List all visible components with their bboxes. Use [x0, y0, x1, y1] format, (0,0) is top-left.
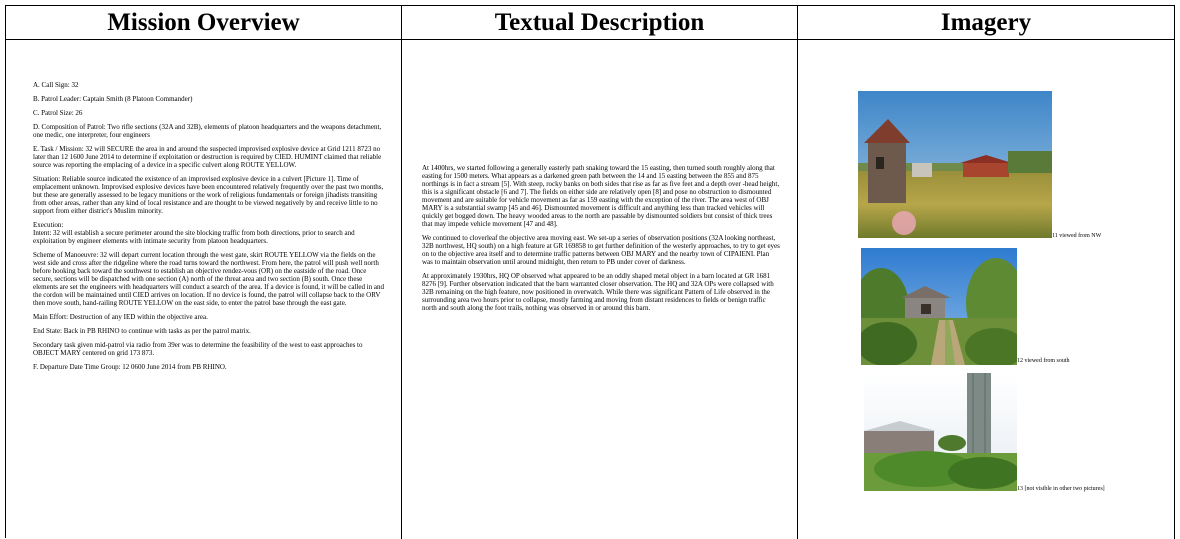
- photo-farm-from-nw-image: [858, 91, 1052, 238]
- photo-farm-from-nw: [858, 91, 1052, 238]
- photo-barn-silo: [864, 373, 1017, 491]
- imagery-header: Imagery: [798, 6, 1174, 40]
- textual-description-header: Textual Description: [402, 6, 797, 40]
- photo-barn-from-south: [861, 248, 1017, 365]
- secondary-task-paragraph: Secondary task given mid-patrol via radio from 39er was to determine the feasibility of the west to east approaches to OBJECT MARY centered on grid 173 873.: [33, 341, 363, 357]
- main-effort-paragraph: Main Effort: Destruction of any IED within the objective area.: [33, 313, 208, 321]
- textual-description-column: [402, 6, 798, 539]
- photo-barn-silo-caption: 13 [not visible in other two pictures]: [1017, 486, 1105, 492]
- mission-table: [5, 5, 1175, 538]
- cloverleaf-paragraph: We continued to cloverleaf the objective area moving east. We set-up a series of observation positions (32A looking northeast, 32B northwest, HQ south) on a high feature at GR 169858 to get further definition of the westerly approaches, to try to get eyes on to the objective area itself and to determine traffic patterns between OBJ MARY and the nearby town of CIPAIENI. Plan was to maintain observation until around midnight, then return to PB under cover of darkness.: [422, 234, 780, 266]
- mission-overview-text: [33, 81, 387, 377]
- call-sign-line: A. Call Sign: 32: [33, 81, 79, 89]
- scheme-of-manoeuvre-paragraph: Scheme of Manoeuvre: 32 will depart current location through the west gate, skirt ROUTE YELLOW via the fields on the west side and cross after the ridgeline where the road turns toward the northwest. From here, the patrol will push well north before hooking back toward the southwest to establish an objective rendez-vous (OR) on the eastside of the road. Once secure, sections will be dispatched with one section (A) north of the threat area and two section (B) south. Once these elements are set the engineers with headquarters will conduct a search of the area. If a device is found, it will be called in and the cordon will be maintained until CIED arrives on location. If no device is found, the patrol will collapse back to the ORV then move south, hand-railing ROUTE YELLOW on the east side, to enter the patrol base through the east gate.: [33, 251, 385, 307]
- photo-barn-silo-image: [864, 373, 1017, 491]
- barn-observation-paragraph: At approximately 1930hrs, HQ OP observed what appeared to be an oddly shaped metal object in a barn located at GR 1681 8276 [9]. Further observation indicated that the barn warranted closer observation. The HQ and 32A OPs were collapsed with 32B remaining on the high feature, now positioned in overwatch. While there was significant Pattern of Life observed in the surrounding area two hours prior to collapse, mostly farming and moving from distant residences to fields or benign traffic north and south along the foot trails, nothing was observed in or around this barn.: [422, 272, 774, 312]
- patrol-size-line: C. Patrol Size: 26: [33, 109, 83, 117]
- mission-overview-header: Mission Overview: [6, 6, 401, 40]
- mission-overview-column: [6, 6, 402, 539]
- departure-dtg-line: F. Departure Date Time Group: 12 0600 June 2014 from PB RHINO.: [33, 363, 227, 371]
- photo-barn-from-south-caption: 12 viewed from south: [1017, 358, 1070, 364]
- execution-paragraph: Execution: Intent: 32 will establish a secure perimeter around the site blocking traffic from both directions, prior to search and exploitation by engineer elements with intimate security from platoon headquarters.: [33, 221, 355, 245]
- photo-barn-from-south-image: [861, 248, 1017, 365]
- end-state-paragraph: End State: Back in PB RHINO to continue with tasks as per the patrol matrix.: [33, 327, 251, 335]
- composition-paragraph: D. Composition of Patrol: Two rifle sections (32A and 32B), elements of platoon headquarters and the weapons detachment, one medic, one interpreter, four engineers: [33, 123, 382, 139]
- situation-paragraph: Situation: Reliable source indicated the existence of an improvised explosive device in a culvert [Picture 1]. Time of emplacement unknown. Improvised explosive devices have been encountered relatively frequently over the past two months, but these are generally assessed to be legacy munitions or the work of religious fundamentals or foreign jihadists transiting from other areas, rather than any kind of local resistance and are thought to be viewed negatively by and receive little to no support from either district's Muslim minority.: [33, 175, 384, 215]
- route-description-paragraph: At 1400hrs, we started following a generally easterly path snaking toward the 15 easting, then turned south roughly along that easting for 1500 meters. What appears as a darkened green path between the 14 and 15 easting between the 855 and 875 northings is in fact a stream [5]. With steep, rocky banks on both sides that rise as far as five feet and a depth over -head height, this is a significant obstacle [6 and 7]. The fields on either side are relatively open [8] and pose no obstruction to dismounted movement and are suitable for vehicle movement as far as 159 easting with the exception of the river. The area west of OBJ MARY is a substantial swamp [45 and 46]. Dismounted movement is difficult and anything less than tracked vehicles will quickly get bogged down. The heavy wooded areas to the north are passable by dismounted soldiers but consist of thick trees that may impede vehicle movement [47 and 48].: [422, 164, 780, 228]
- photo-farm-from-nw-caption: 11 viewed from NW: [1052, 233, 1102, 239]
- imagery-column: [798, 6, 1175, 539]
- task-mission-paragraph: E. Task / Mission: 32 will SECURE the area in and around the suspected improvised explosive device at Grid 1211 8723 no later than 12 1600 June 2014 to determine if exploitation or destruction is required by CIED. HUMINT claimed that reliable source was reporting the emplacing of a device in a specific culvert along ROUTE YELLOW.: [33, 145, 382, 169]
- textual-description-text: [422, 164, 780, 318]
- patrol-leader-line: B. Patrol Leader: Captain Smith (8 Platoon Commander): [33, 95, 193, 103]
